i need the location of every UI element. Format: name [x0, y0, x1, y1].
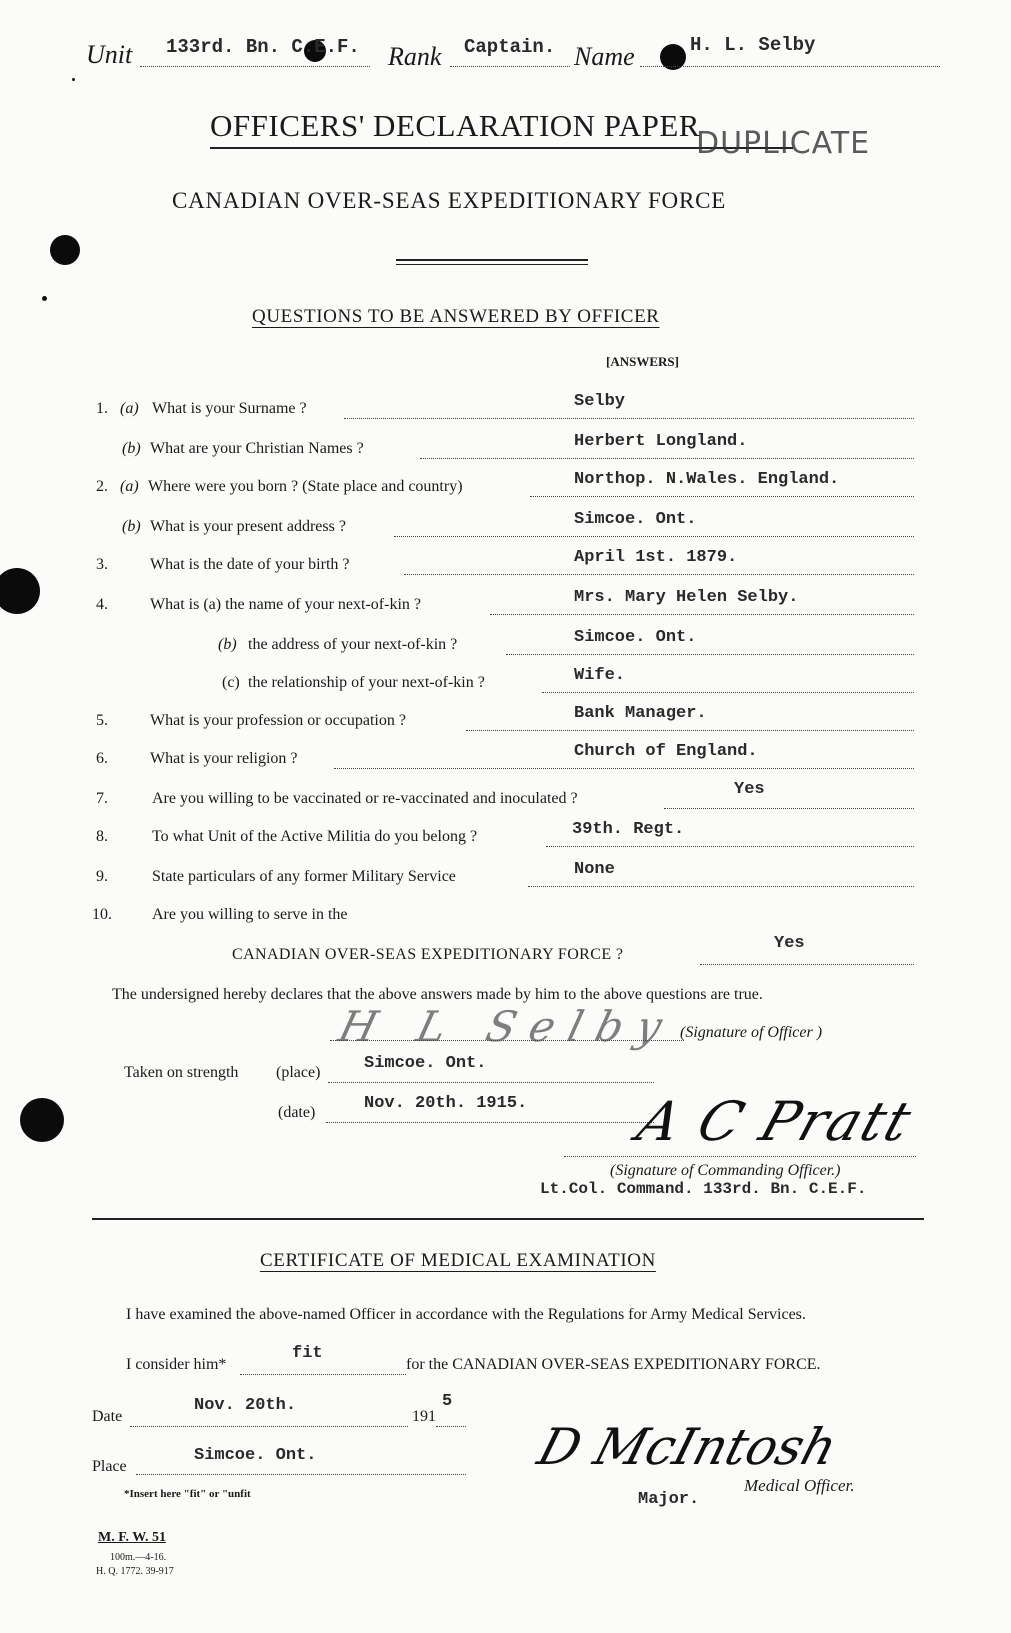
question-number: 3. — [96, 556, 108, 573]
question-text: What is (a) the name of your next-of-kin ? — [150, 596, 422, 613]
answer-occupation: Bank Manager. — [574, 704, 707, 723]
answer-next-of-kin: Mrs. Mary Helen Selby. — [574, 588, 799, 607]
medical-year-line — [436, 1426, 466, 1427]
subtitle-rule-2 — [396, 264, 588, 265]
form-code: M. F. W. 51 — [98, 1530, 166, 1545]
answer-line — [466, 730, 914, 731]
consider-label: I consider him* — [126, 1356, 227, 1373]
answer-line — [344, 418, 914, 419]
medical-year-prefix: 191 — [412, 1408, 436, 1425]
medical-officer-label: Medical Officer. — [744, 1476, 855, 1495]
answer-line — [404, 574, 914, 575]
form-code-line2: 100m.—4-16. — [110, 1552, 167, 1563]
question-number: 1. — [96, 400, 108, 417]
taken-on-strength-label: Taken on strength — [124, 1064, 239, 1081]
answer-line — [664, 808, 914, 809]
question-number: 4. — [96, 596, 108, 613]
medical-year-suffix: 5 — [442, 1392, 453, 1411]
answer-line — [530, 496, 914, 497]
question-text: Are you willing to be vaccinated or re-vaccinated and inoculated ? — [152, 790, 578, 807]
question-number: 2. — [96, 478, 108, 495]
medical-place-line — [136, 1474, 466, 1475]
punch-hole-4 — [0, 568, 40, 614]
unit-value: 133rd. Bn. C.E.F. — [166, 36, 360, 58]
question-text: Where were you born ? (State place and country) — [148, 478, 463, 495]
question-sub: (b) — [218, 636, 237, 653]
question-text: What is your present address ? — [150, 518, 346, 535]
questions-heading: QUESTIONS TO BE ANSWERED BY OFFICER — [252, 306, 660, 327]
medical-date-value: Nov. 20th. — [194, 1396, 297, 1415]
answer-line — [546, 846, 914, 847]
form-code-line3: H. Q. 1772. 39-917 — [96, 1566, 174, 1577]
unit-label: Unit — [86, 40, 133, 69]
officer-signature-line — [330, 1040, 684, 1041]
question-text: What are your Christian Names ? — [150, 440, 364, 457]
officer-signature: H L Selby — [333, 1002, 682, 1051]
name-value: H. L. Selby — [690, 34, 816, 56]
answer-line — [528, 886, 914, 887]
subtitle: CANADIAN OVER-SEAS EXPEDITIONARY FORCE — [172, 188, 727, 213]
medical-statement: I have examined the above-named Officer in accordance with the Regulations for Army Medical Services. — [126, 1306, 806, 1323]
question-number: 7. — [96, 790, 108, 807]
rank-label: Rank — [388, 42, 442, 71]
speck — [72, 78, 75, 81]
co-signature-label: (Signature of Commanding Officer.) — [610, 1162, 841, 1179]
question-text: the address of your next-of-kin ? — [248, 636, 458, 653]
taken-on-strength-place: Simcoe. Ont. — [364, 1054, 487, 1073]
answer-line — [700, 964, 914, 965]
question-text: What is your profession or occupation ? — [150, 712, 406, 729]
question-number: 9. — [96, 868, 108, 885]
answers-label: [ANSWERS] — [606, 354, 679, 369]
answer-birthplace: Northop. N.Wales. England. — [574, 470, 840, 489]
medical-heading: CERTIFICATE OF MEDICAL EXAMINATION — [260, 1250, 656, 1271]
answer-surname: Selby — [574, 392, 626, 411]
answer-line — [394, 536, 914, 537]
answer-christian-names: Herbert Longland. — [574, 432, 748, 451]
question-text: the relationship of your next-of-kin ? — [248, 674, 485, 691]
answer-religion: Church of England. — [574, 742, 758, 761]
answer-kin-address: Simcoe. Ont. — [574, 628, 697, 647]
question-number: 10. — [92, 906, 112, 923]
question-sub: (a) — [120, 478, 139, 495]
question-text: To what Unit of the Active Militia do you belong ? — [152, 828, 478, 845]
q10-line2: CANADIAN OVER-SEAS EXPEDITIONARY FORCE ? — [232, 946, 624, 963]
answer-line — [542, 692, 914, 693]
medical-place-value: Simcoe. Ont. — [194, 1446, 317, 1465]
answer-vaccination: Yes — [734, 780, 765, 799]
answer-line — [490, 614, 914, 615]
answer-line — [420, 458, 914, 459]
question-sub: (b) — [122, 518, 141, 535]
name-line — [640, 66, 940, 67]
consider-value: fit — [292, 1344, 323, 1363]
document-title: OFFICERS' DECLARATION PAPER — [210, 108, 700, 143]
unit-line — [140, 66, 370, 67]
question-text: What is your religion ? — [150, 750, 298, 767]
declaration-text: The undersigned hereby declares that the above answers made by him to the above questions are true. — [112, 986, 763, 1003]
punch-hole-5 — [20, 1098, 64, 1142]
co-signature-line — [564, 1156, 916, 1157]
question-text: What is the date of your birth ? — [150, 556, 350, 573]
consider-for-text: for the CANADIAN OVER-SEAS EXPEDITIONARY FORCE. — [406, 1356, 821, 1373]
answer-military-service: None — [574, 860, 615, 879]
answer-present-address: Simcoe. Ont. — [574, 510, 697, 529]
consider-line — [240, 1374, 406, 1375]
medical-date-label: Date — [92, 1408, 123, 1425]
answer-line — [334, 768, 914, 769]
name-label: Name — [574, 42, 635, 71]
answer-line — [506, 654, 914, 655]
subtitle-rule-1 — [396, 259, 588, 261]
medical-place-label: Place — [92, 1458, 127, 1475]
answer-birth-date: April 1st. 1879. — [574, 548, 738, 567]
medical-date-line — [130, 1426, 408, 1427]
answer-willing-to-serve: Yes — [774, 934, 805, 953]
question-text: State particulars of any former Military Service — [152, 868, 456, 885]
question-text: Are you willing to serve in the — [152, 906, 348, 923]
commanding-officer-signature: A C Pratt — [629, 1090, 921, 1153]
footnote: *Insert here "fit" or "unfit — [124, 1488, 251, 1500]
duplicate-stamp: DUPLICATE — [696, 126, 871, 161]
place-label: (place) — [276, 1064, 321, 1081]
medical-officer-rank: Major. — [638, 1490, 700, 1509]
question-sub: (b) — [122, 440, 141, 457]
officer-signature-label: (Signature of Officer ) — [680, 1024, 823, 1041]
co-title: Lt.Col. Command. 133rd. Bn. C.E.F. — [540, 1180, 867, 1198]
answer-kin-relationship: Wife. — [574, 666, 626, 685]
rank-value: Captain. — [464, 36, 556, 58]
question-sub: (c) — [222, 674, 240, 691]
question-number: 5. — [96, 712, 108, 729]
question-text: What is your Surname ? — [152, 400, 307, 417]
date-label: (date) — [278, 1104, 316, 1121]
punch-hole-3 — [50, 235, 80, 265]
question-number: 6. — [96, 750, 108, 767]
taken-on-strength-date: Nov. 20th. 1915. — [364, 1094, 528, 1113]
section-divider — [92, 1218, 924, 1220]
question-sub: (a) — [120, 400, 139, 417]
answer-militia-unit: 39th. Regt. — [572, 820, 685, 839]
rank-line — [450, 66, 570, 67]
speck — [42, 296, 47, 301]
date-line — [326, 1122, 654, 1123]
question-number: 8. — [96, 828, 108, 845]
place-line — [328, 1082, 654, 1083]
medical-officer-signature: D McIntosh — [531, 1418, 844, 1476]
